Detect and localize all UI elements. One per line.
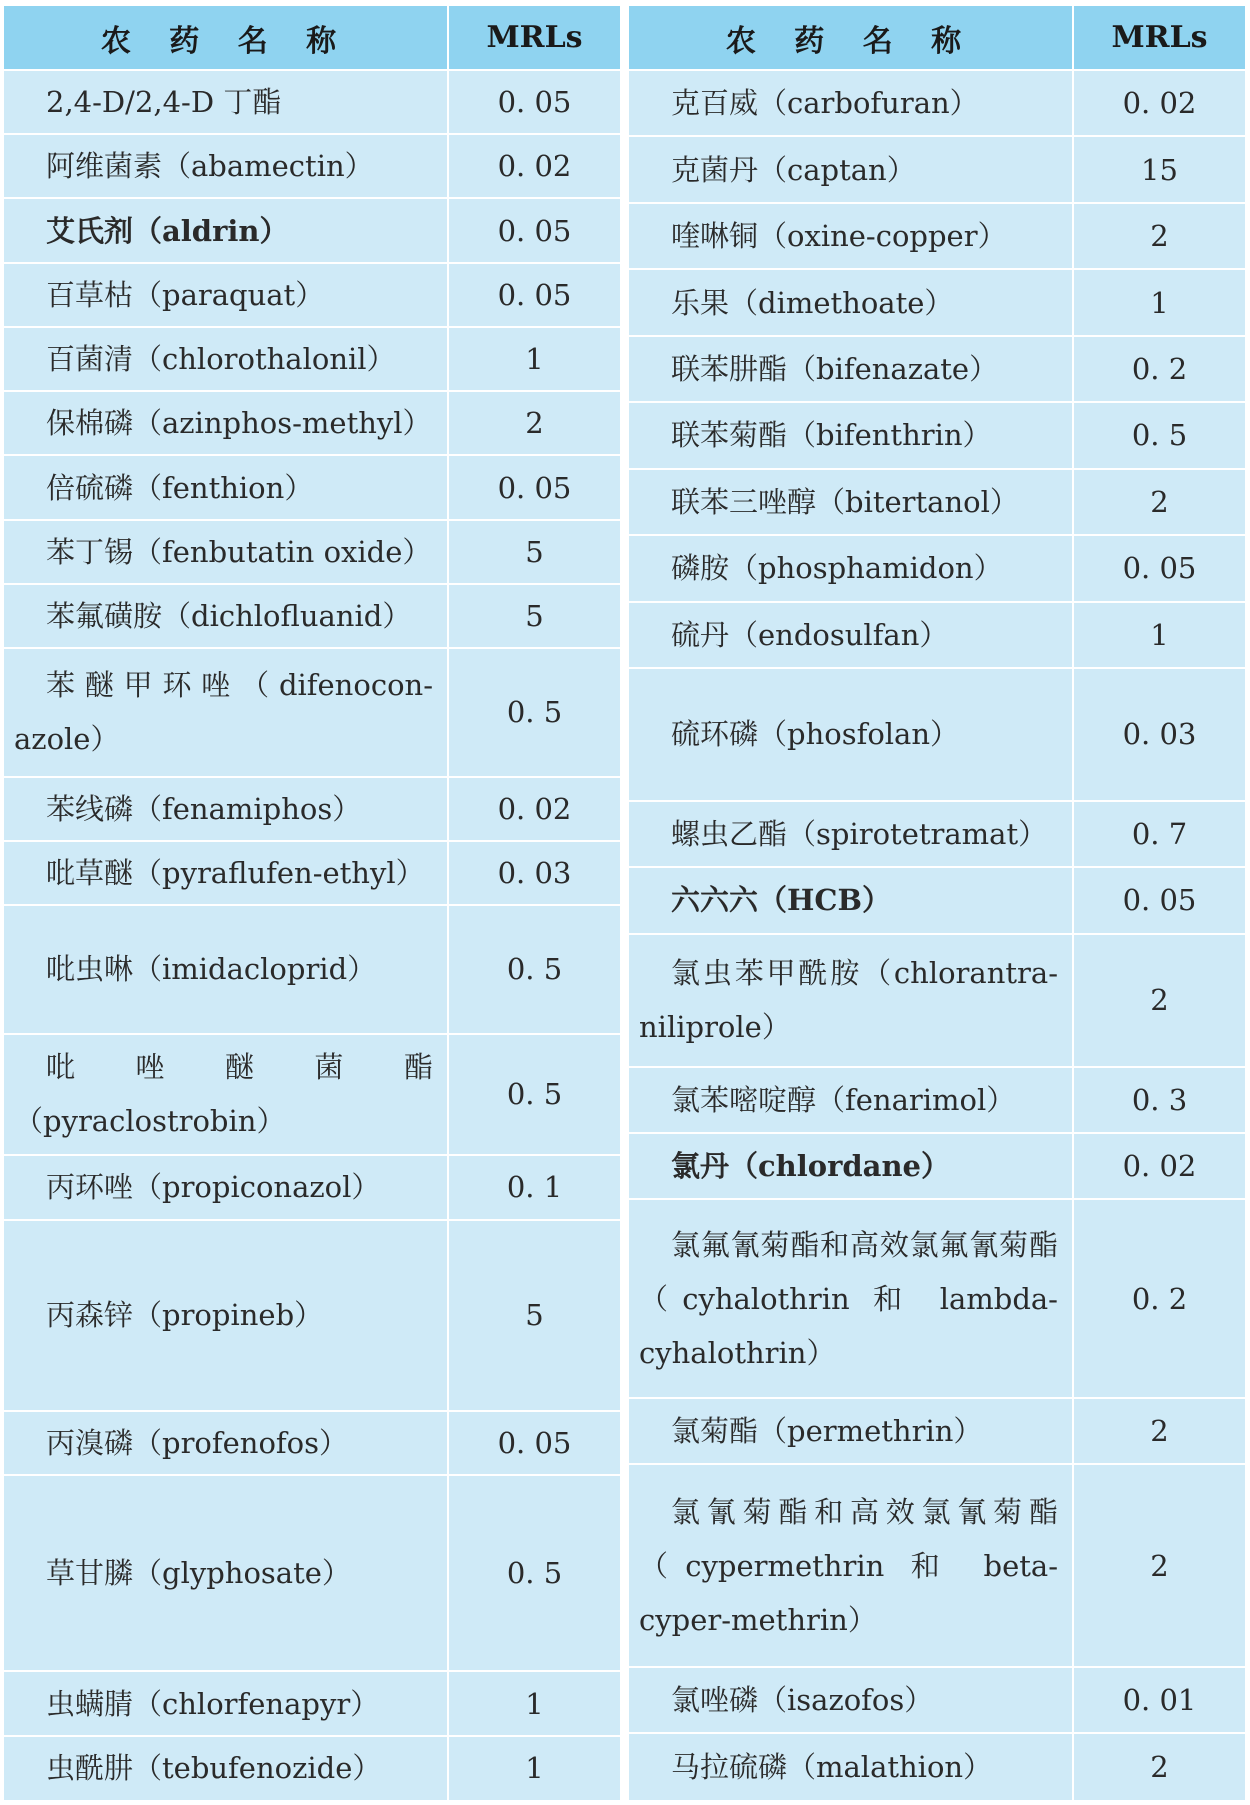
- table-row: [629, 70, 1245, 136]
- mrl-value: 5: [448, 520, 620, 584]
- pesticide-name: 百草枯（paraquat）: [4, 263, 448, 327]
- mrl-value: 2: [1073, 469, 1245, 535]
- pesticide-name: 克菌丹（captan）: [629, 136, 1073, 202]
- pesticide-name: 丙森锌（propineb）: [4, 1220, 448, 1412]
- table-row: [4, 134, 620, 198]
- table-row: [629, 1733, 1245, 1800]
- table-row: [4, 1034, 620, 1156]
- mrl-value: 0. 5: [448, 1034, 620, 1156]
- pesticide-name-header: 农 药 名 称: [4, 6, 448, 70]
- mrl-value: 2: [448, 391, 620, 455]
- mrl-value: 0. 02: [448, 777, 620, 841]
- pesticide-name: 倍硫磷（fenthion）: [4, 455, 448, 519]
- table-row: [629, 1464, 1245, 1667]
- pesticide-name: 百菌清（chlorothalonil）: [4, 327, 448, 391]
- mrl-value: 5: [448, 584, 620, 648]
- table-row: [4, 1475, 620, 1671]
- pesticide-name: 吡虫啉（imidacloprid）: [4, 905, 448, 1033]
- table-row: [629, 1133, 1245, 1199]
- pesticide-name: 2,4-D/2,4-D 丁酯: [4, 70, 448, 134]
- mrl-value: 0. 05: [448, 1411, 620, 1475]
- mrl-value: 15: [1073, 136, 1245, 202]
- pesticide-name: 丙环唑（propiconazol）: [4, 1155, 448, 1219]
- table-row: [4, 1671, 620, 1735]
- mrl-tables: [4, 6, 1246, 1800]
- pesticide-name: 虫酰肼（tebufenozide）: [4, 1736, 448, 1800]
- pesticide-name: 氯苯嘧啶醇（fenarimol）: [629, 1067, 1073, 1133]
- table-row: [629, 469, 1245, 535]
- table-row: [629, 1398, 1245, 1464]
- mrl-value: 2: [1073, 203, 1245, 269]
- mrl-value: 0. 05: [1073, 535, 1245, 601]
- table-row: [4, 391, 620, 455]
- mrl-value: 0. 5: [1073, 402, 1245, 468]
- mrl-table-right: [629, 6, 1245, 1800]
- pesticide-name: 克百威（carbofuran）: [629, 70, 1073, 136]
- mrl-value: 0. 05: [448, 455, 620, 519]
- pesticide-name: 螺虫乙酯（spirotetramat）: [629, 801, 1073, 867]
- pesticide-name: 氯菊酯（permethrin）: [629, 1398, 1073, 1464]
- table-row: [4, 327, 620, 391]
- mrl-value: 0. 2: [1073, 336, 1245, 402]
- pesticide-name: 马拉硫磷（malathion）: [629, 1733, 1073, 1800]
- table-row: [4, 1220, 620, 1412]
- mrl-value: 1: [448, 1671, 620, 1735]
- table-row: [629, 269, 1245, 335]
- table-row: [629, 602, 1245, 668]
- table-row: [4, 263, 620, 327]
- pesticide-name: 硫丹（endosulfan）: [629, 602, 1073, 668]
- pesticide-name: 苯 醚 甲 环 唑 （ difenocon-azole）: [4, 648, 448, 776]
- pesticide-name: 苯丁锡（fenbutatin oxide）: [4, 520, 448, 584]
- mrl-value: 5: [448, 1220, 620, 1412]
- mrl-value: 2: [1073, 1733, 1245, 1800]
- pesticide-name: 联苯三唑醇（bitertanol）: [629, 469, 1073, 535]
- table-row: [629, 336, 1245, 402]
- pesticide-name: 艾氏剂（aldrin）: [4, 198, 448, 262]
- table-header-row: [4, 6, 620, 70]
- mrl-table-left: [4, 6, 620, 1800]
- pesticide-name: 苯线磷（fenamiphos）: [4, 777, 448, 841]
- mrl-value: 1: [1073, 269, 1245, 335]
- table-row: [629, 801, 1245, 867]
- mrl-value: 0. 1: [448, 1155, 620, 1219]
- pesticide-name: 氯氰菊酯和高效氯氰菊酯（cypermethrin 和 beta-cyper-methrin）: [629, 1464, 1073, 1667]
- pesticide-name: 氯虫苯甲酰胺（chlorantra-niliprole）: [629, 934, 1073, 1067]
- table-row: [629, 1667, 1245, 1733]
- table-row: [4, 1411, 620, 1475]
- table-row: [629, 203, 1245, 269]
- mrl-value: 2: [1073, 1464, 1245, 1667]
- table-row: [4, 648, 620, 776]
- table-row: [629, 668, 1245, 801]
- table-row: [4, 1155, 620, 1219]
- pesticide-name: 苯氟磺胺（dichlofluanid）: [4, 584, 448, 648]
- table-row: [4, 70, 620, 134]
- mrl-value: 1: [448, 327, 620, 391]
- table-row: [4, 1736, 620, 1800]
- mrl-value: 1: [1073, 602, 1245, 668]
- pesticide-name: 六六六（HCB）: [629, 867, 1073, 933]
- table-row: [4, 777, 620, 841]
- mrl-value: 0. 7: [1073, 801, 1245, 867]
- pesticide-name: 保棉磷（azinphos-methyl）: [4, 391, 448, 455]
- table-row: [4, 520, 620, 584]
- table-row: [4, 584, 620, 648]
- pesticide-name: 吡唑醚菌酯（pyraclostrobin）: [4, 1034, 448, 1156]
- table-row: [629, 934, 1245, 1067]
- table-row: [629, 1199, 1245, 1397]
- mrls-header: MRLs: [448, 6, 620, 70]
- table-row: [629, 535, 1245, 601]
- table-header-row: [629, 6, 1245, 70]
- table-row: [629, 1067, 1245, 1133]
- mrl-value: 0. 5: [448, 1475, 620, 1671]
- pesticide-name: 联苯肼酯（bifenazate）: [629, 336, 1073, 402]
- mrl-value: 0. 2: [1073, 1199, 1245, 1397]
- pesticide-name: 喹啉铜（oxine-copper）: [629, 203, 1073, 269]
- pesticide-name: 草甘膦（glyphosate）: [4, 1475, 448, 1671]
- pesticide-name: 阿维菌素（abamectin）: [4, 134, 448, 198]
- pesticide-name: 吡草醚（pyraflufen-ethyl）: [4, 841, 448, 905]
- pesticide-name: 硫环磷（phosfolan）: [629, 668, 1073, 801]
- mrl-value: 0. 3: [1073, 1067, 1245, 1133]
- pesticide-name-header: 农 药 名 称: [629, 6, 1073, 70]
- table-row: [4, 198, 620, 262]
- mrl-value: 0. 05: [448, 70, 620, 134]
- pesticide-name: 氯氟氰菊酯和高效氯氟氰菊酯（cyhalothrin 和 lambda-cyhalothrin）: [629, 1199, 1073, 1397]
- table-row: [629, 402, 1245, 468]
- mrls-header: MRLs: [1073, 6, 1245, 70]
- mrl-value: 2: [1073, 1398, 1245, 1464]
- mrl-value: 0. 02: [448, 134, 620, 198]
- mrl-value: 0. 5: [448, 648, 620, 776]
- pesticide-name: 氯丹（chlordane）: [629, 1133, 1073, 1199]
- table-row: [4, 455, 620, 519]
- mrl-value: 0. 03: [1073, 668, 1245, 801]
- mrl-value: 0. 02: [1073, 1133, 1245, 1199]
- mrl-value: 0. 05: [1073, 867, 1245, 933]
- mrl-value: 2: [1073, 934, 1245, 1067]
- pesticide-name: 磷胺（phosphamidon）: [629, 535, 1073, 601]
- pesticide-name: 氯唑磷（isazofos）: [629, 1667, 1073, 1733]
- mrl-value: 0. 02: [1073, 70, 1245, 136]
- mrl-value: 0. 03: [448, 841, 620, 905]
- mrl-value: 1: [448, 1736, 620, 1800]
- mrl-value: 0. 05: [448, 198, 620, 262]
- mrl-value: 0. 05: [448, 263, 620, 327]
- table-row: [629, 136, 1245, 202]
- mrl-value: 0. 5: [448, 905, 620, 1033]
- table-row: [4, 905, 620, 1033]
- table-row: [629, 867, 1245, 933]
- pesticide-name: 乐果（dimethoate）: [629, 269, 1073, 335]
- table-row: [4, 841, 620, 905]
- mrl-value: 0. 01: [1073, 1667, 1245, 1733]
- pesticide-name: 联苯菊酯（bifenthrin）: [629, 402, 1073, 468]
- pesticide-name: 丙溴磷（profenofos）: [4, 1411, 448, 1475]
- pesticide-name: 虫螨腈（chlorfenapyr）: [4, 1671, 448, 1735]
